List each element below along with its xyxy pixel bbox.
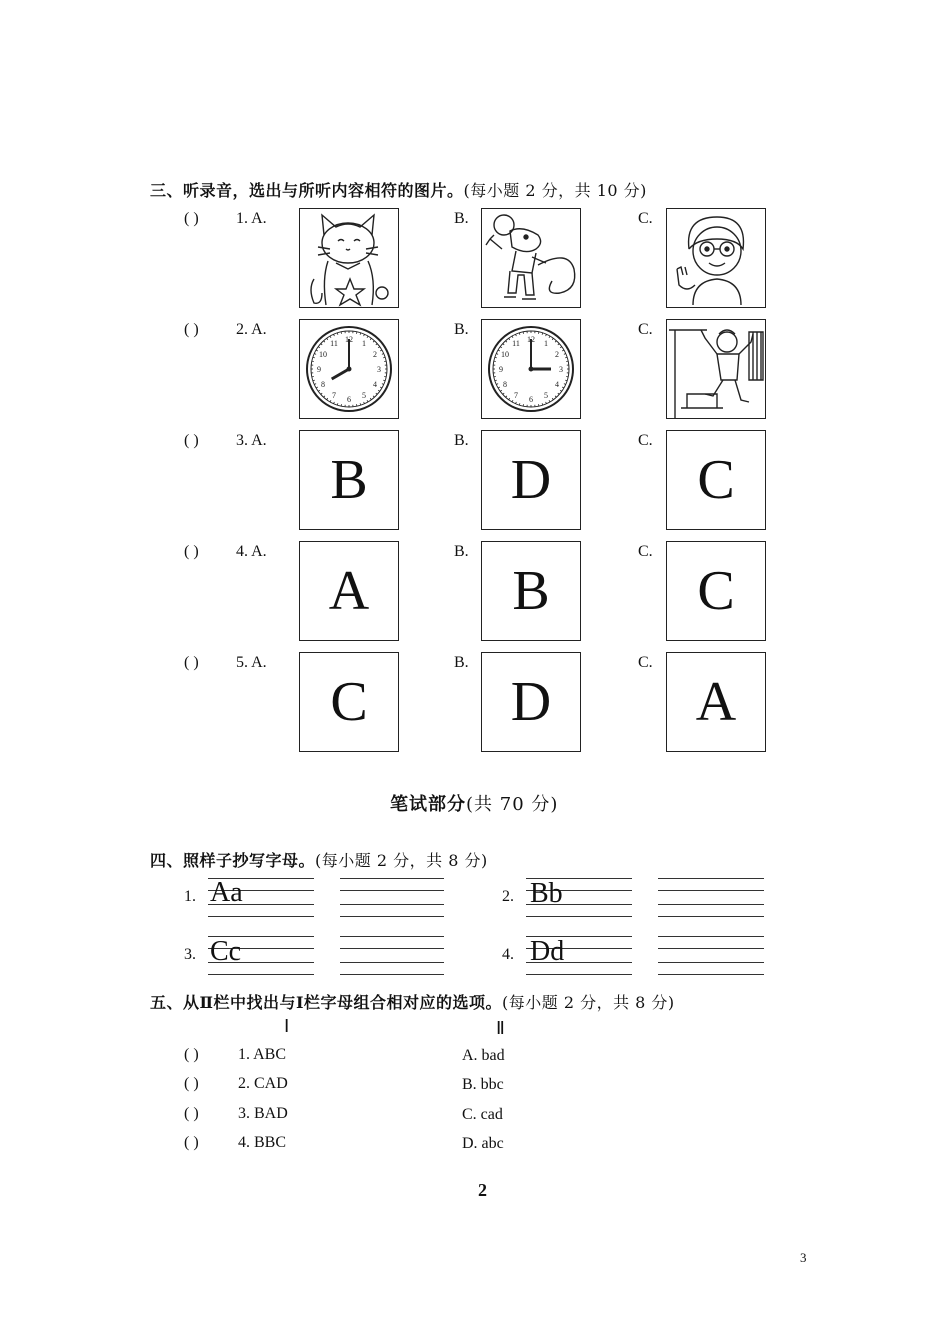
- answer-blank-3[interactable]: ( ): [184, 1105, 199, 1122]
- copy-item-3-number: 3.: [184, 946, 196, 963]
- copy-item-3-write-lines[interactable]: [340, 936, 444, 976]
- answer-blank-1[interactable]: ( ): [184, 1046, 199, 1063]
- column-2-item-d: D. abc: [462, 1135, 504, 1152]
- q5-option-b[interactable]: [481, 652, 581, 752]
- svg-text:4: 4: [555, 380, 559, 389]
- q3-answer-blank[interactable]: ( ): [184, 432, 199, 449]
- section4-heading: [150, 848, 488, 871]
- q4-label-a: 4. A.: [236, 543, 267, 560]
- section5-score: (每小题 2 分，共 8 分): [501, 993, 675, 1012]
- answer-blank-4[interactable]: ( ): [184, 1134, 199, 1151]
- q1-label-b: B.: [454, 210, 469, 227]
- column-2-item-b: B. bbc: [462, 1076, 504, 1093]
- svg-text:12: 12: [527, 335, 535, 344]
- q4-label-c: C.: [638, 543, 653, 560]
- q1-option-c[interactable]: [666, 208, 766, 308]
- section3-title: 三、听录音，选出与所听内容相符的图片。: [150, 181, 464, 200]
- column-2-item-c: C. cad: [462, 1106, 503, 1123]
- q2-option-b[interactable]: [481, 319, 581, 419]
- clock-eight: [300, 320, 398, 418]
- section3-score: (每小题 2 分，共 10 分): [463, 181, 647, 200]
- q4-option-c-letter: C: [697, 560, 735, 622]
- q3-option-c-letter: C: [697, 449, 735, 511]
- q5-label-c: C.: [638, 654, 653, 671]
- svg-text:8: 8: [321, 380, 325, 389]
- q2-option-a[interactable]: [299, 319, 399, 419]
- q5-answer-blank[interactable]: ( ): [184, 654, 199, 671]
- mouse-picture: [482, 209, 580, 307]
- svg-text:5: 5: [544, 391, 548, 400]
- copy-item-1-write-lines[interactable]: [340, 878, 444, 918]
- copy-item-2-number: 2.: [502, 888, 514, 905]
- svg-text:10: 10: [319, 350, 327, 359]
- copy-item-4-sample: Dd: [530, 936, 565, 967]
- q3-option-b[interactable]: [481, 430, 581, 530]
- q5-option-a-letter: C: [330, 671, 368, 733]
- copy-item-2-sample: Bb: [530, 878, 563, 909]
- q4-option-c[interactable]: [666, 541, 766, 641]
- cat-picture: [300, 209, 398, 307]
- svg-text:6: 6: [347, 395, 351, 404]
- q3-label-a: 3. A.: [236, 432, 267, 449]
- q1-label-c: C.: [638, 210, 653, 227]
- q5-option-a[interactable]: [299, 652, 399, 752]
- q4-option-a-letter: A: [328, 560, 370, 622]
- q4-label-b: B.: [454, 543, 469, 560]
- q3-option-b-letter: D: [510, 449, 552, 511]
- page-number: 2: [478, 1180, 487, 1200]
- svg-text:3: 3: [377, 365, 381, 374]
- copy-item-2-write-lines[interactable]: [658, 878, 764, 918]
- written-part-heading: [390, 790, 558, 816]
- svg-text:4: 4: [373, 380, 377, 389]
- svg-text:11: 11: [330, 339, 338, 348]
- copy-item-3-sample: Cc: [210, 936, 242, 967]
- section5-heading: [150, 990, 675, 1013]
- svg-text:7: 7: [514, 391, 518, 400]
- written-part-score: (共 70 分): [466, 794, 559, 815]
- column-2-header: Ⅱ: [496, 1018, 505, 1038]
- column-1-header: Ⅰ: [284, 1016, 290, 1036]
- q2-label-c: C.: [638, 321, 653, 338]
- clock-three: [482, 320, 580, 418]
- q5-option-c-letter: A: [695, 671, 737, 733]
- section5-title: 五、从Ⅱ栏中找出与Ⅰ栏字母组合相对应的选项。: [150, 993, 502, 1012]
- q5-label-a: 5. A.: [236, 654, 267, 671]
- svg-text:3: 3: [559, 365, 563, 374]
- q3-option-c[interactable]: [666, 430, 766, 530]
- q4-option-b-letter: B: [512, 560, 550, 622]
- boy-running-picture: [667, 320, 765, 418]
- q2-label-b: B.: [454, 321, 469, 338]
- q3-label-b: B.: [454, 432, 469, 449]
- copy-item-4-write-lines[interactable]: [658, 936, 764, 976]
- svg-text:7: 7: [332, 391, 336, 400]
- section4-title: 四、照样子抄写字母。: [150, 851, 316, 870]
- q5-label-b: B.: [454, 654, 469, 671]
- written-part-title: 笔试部分: [390, 794, 466, 815]
- woman-picture: [667, 209, 765, 307]
- svg-text:8: 8: [503, 380, 507, 389]
- svg-text:12: 12: [345, 335, 353, 344]
- column-1-item-1: 1. ABC: [238, 1046, 287, 1063]
- copy-item-1-sample: Aa: [210, 877, 243, 908]
- svg-text:2: 2: [555, 350, 559, 359]
- column-1-item-4: 4. BBC: [238, 1134, 287, 1151]
- copy-item-4-number: 4.: [502, 946, 514, 963]
- q4-option-b[interactable]: [481, 541, 581, 641]
- copy-item-1-number: 1.: [184, 888, 196, 905]
- svg-text:5: 5: [362, 391, 366, 400]
- svg-text:9: 9: [499, 365, 503, 374]
- svg-text:1: 1: [362, 339, 366, 348]
- q3-label-c: C.: [638, 432, 653, 449]
- q1-option-a[interactable]: [299, 208, 399, 308]
- q5-option-b-letter: D: [510, 671, 552, 733]
- svg-text:11: 11: [512, 339, 520, 348]
- svg-text:1: 1: [544, 339, 548, 348]
- q5-option-c[interactable]: [666, 652, 766, 752]
- q1-label-a: 1. A.: [236, 210, 267, 227]
- q3-option-a-letter: B: [330, 449, 368, 511]
- q2-option-c[interactable]: [666, 319, 766, 419]
- q2-label-a: 2. A.: [236, 321, 267, 338]
- q1-option-b[interactable]: [481, 208, 581, 308]
- answer-blank-2[interactable]: ( ): [184, 1075, 199, 1092]
- q3-option-a[interactable]: [299, 430, 399, 530]
- svg-text:2: 2: [373, 350, 377, 359]
- column-1-item-3: 3. BAD: [238, 1105, 288, 1122]
- column-1-item-2: 2. CAD: [238, 1075, 288, 1092]
- corner-page-number: 3: [800, 1250, 807, 1265]
- section3-heading: [150, 178, 647, 201]
- column-2-item-a: A. bad: [462, 1047, 505, 1064]
- svg-text:6: 6: [529, 395, 533, 404]
- q1-answer-blank[interactable]: ( ): [184, 210, 199, 227]
- q4-answer-blank[interactable]: ( ): [184, 543, 199, 560]
- q2-answer-blank[interactable]: ( ): [184, 321, 199, 338]
- section4-score: (每小题 2 分，共 8 分): [315, 851, 488, 870]
- svg-text:9: 9: [317, 365, 321, 374]
- svg-text:10: 10: [501, 350, 509, 359]
- q4-option-a[interactable]: [299, 541, 399, 641]
